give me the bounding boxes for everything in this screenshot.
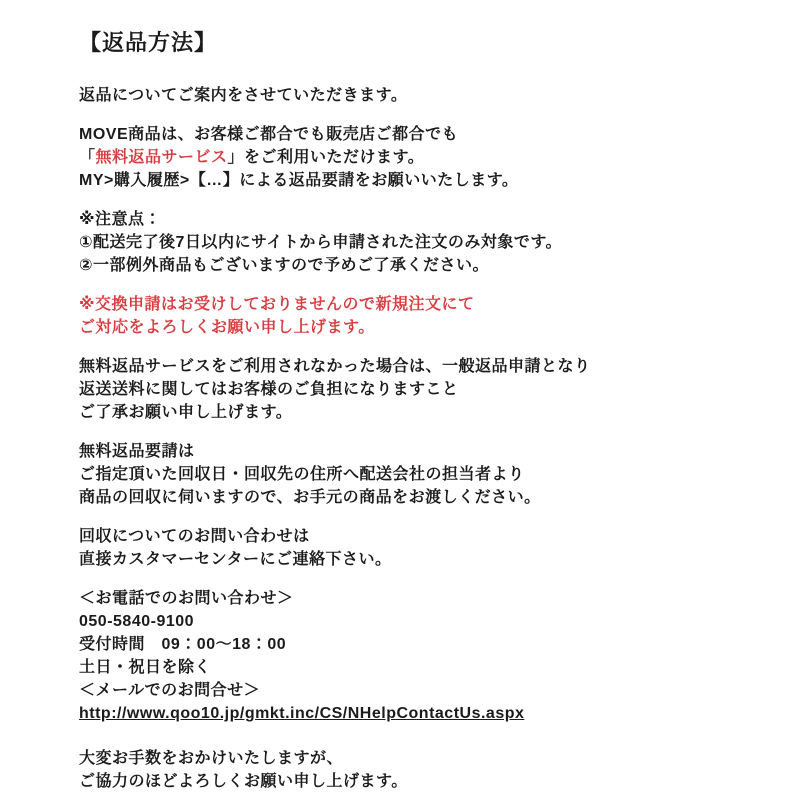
free-return-service-label: 無料返品サービス (95, 149, 228, 166)
pickup-inquiry-line-2: 直接カスタマーセンターにご連絡下さい。 (79, 551, 392, 568)
reception-hours: 受付時間 09：00〜18：00 (79, 636, 287, 653)
general-return-line-3: ご了承お願い申し上げます。 (79, 404, 293, 421)
free-return-service-rest: 」をご利用いただけます。 (227, 149, 425, 166)
contact-url-link[interactable]: http://www.qoo10.jp/gmkt.inc/CS/NHelpContactUs.aspx (79, 705, 525, 722)
free-return-request-paragraph (79, 440, 760, 509)
free-return-service-line (79, 146, 760, 169)
pickup-inquiry-paragraph (79, 525, 760, 571)
free-return-request-line-1: 無料返品要請は (79, 443, 195, 460)
general-return-paragraph (79, 355, 760, 424)
note-item-2: ②一部例外商品もございますので予めご了承ください。 (79, 257, 490, 274)
contact-paragraph (79, 587, 760, 725)
bracket-open: 「 (79, 149, 96, 166)
free-return-request-line-3: 商品の回収に伺いますので、お手元の商品をお渡しください。 (79, 489, 541, 506)
general-return-line-1: 無料返品サービスをご利用されなかった場合は、一般返品申請となり (79, 358, 591, 375)
general-return-line-2: 返送送料に関してはお客様のご負担になりますこと (79, 381, 459, 398)
intro-paragraph (79, 84, 760, 107)
closing-paragraph (79, 747, 760, 793)
intro-text: 返品についてご案内をさせていただきます。 (79, 87, 408, 104)
note-item-1: ①配送完了後7日以内にサイトから申請された注文のみ対象です。 (79, 234, 563, 251)
notes-paragraph (79, 208, 760, 277)
move-line-3: MY>購入履歴>【…】による返品要請をお願いいたします。 (79, 172, 519, 189)
phone-contact-heading: ＜お電話でのお問い合わせ＞ (79, 590, 294, 607)
closing-line-1: 大変お手数をおかけいたしますが、 (79, 750, 344, 767)
exchange-warning-line-2: ご対応をよろしくお願い申し上げます。 (79, 319, 375, 336)
move-line-1: MOVE商品は、お客様ご都合でも販売店ご都合でも (79, 126, 459, 143)
closed-days: 土日・祝日を除く (79, 659, 212, 676)
mail-contact-heading: ＜メールでのお問合せ＞ (79, 682, 261, 699)
closing-line-2: ご協力のほどよろしくお願い申し上げます。 (79, 773, 408, 790)
exchange-warning-line-1: ※交換申請はお受けしておりませんので新規注文にて (79, 296, 475, 313)
move-service-paragraph (79, 123, 760, 192)
exchange-warning-paragraph (79, 293, 760, 339)
free-return-request-line-2: ご指定頂いた回収日・回収先の住所へ配送会社の担当者より (79, 466, 525, 483)
page-title: 【返品方法】 (79, 30, 218, 55)
notes-heading: ※注意点： (79, 211, 162, 228)
phone-number: 050-5840-9100 (79, 613, 195, 630)
pickup-inquiry-line-1: 回収についてのお問い合わせは (79, 528, 310, 545)
